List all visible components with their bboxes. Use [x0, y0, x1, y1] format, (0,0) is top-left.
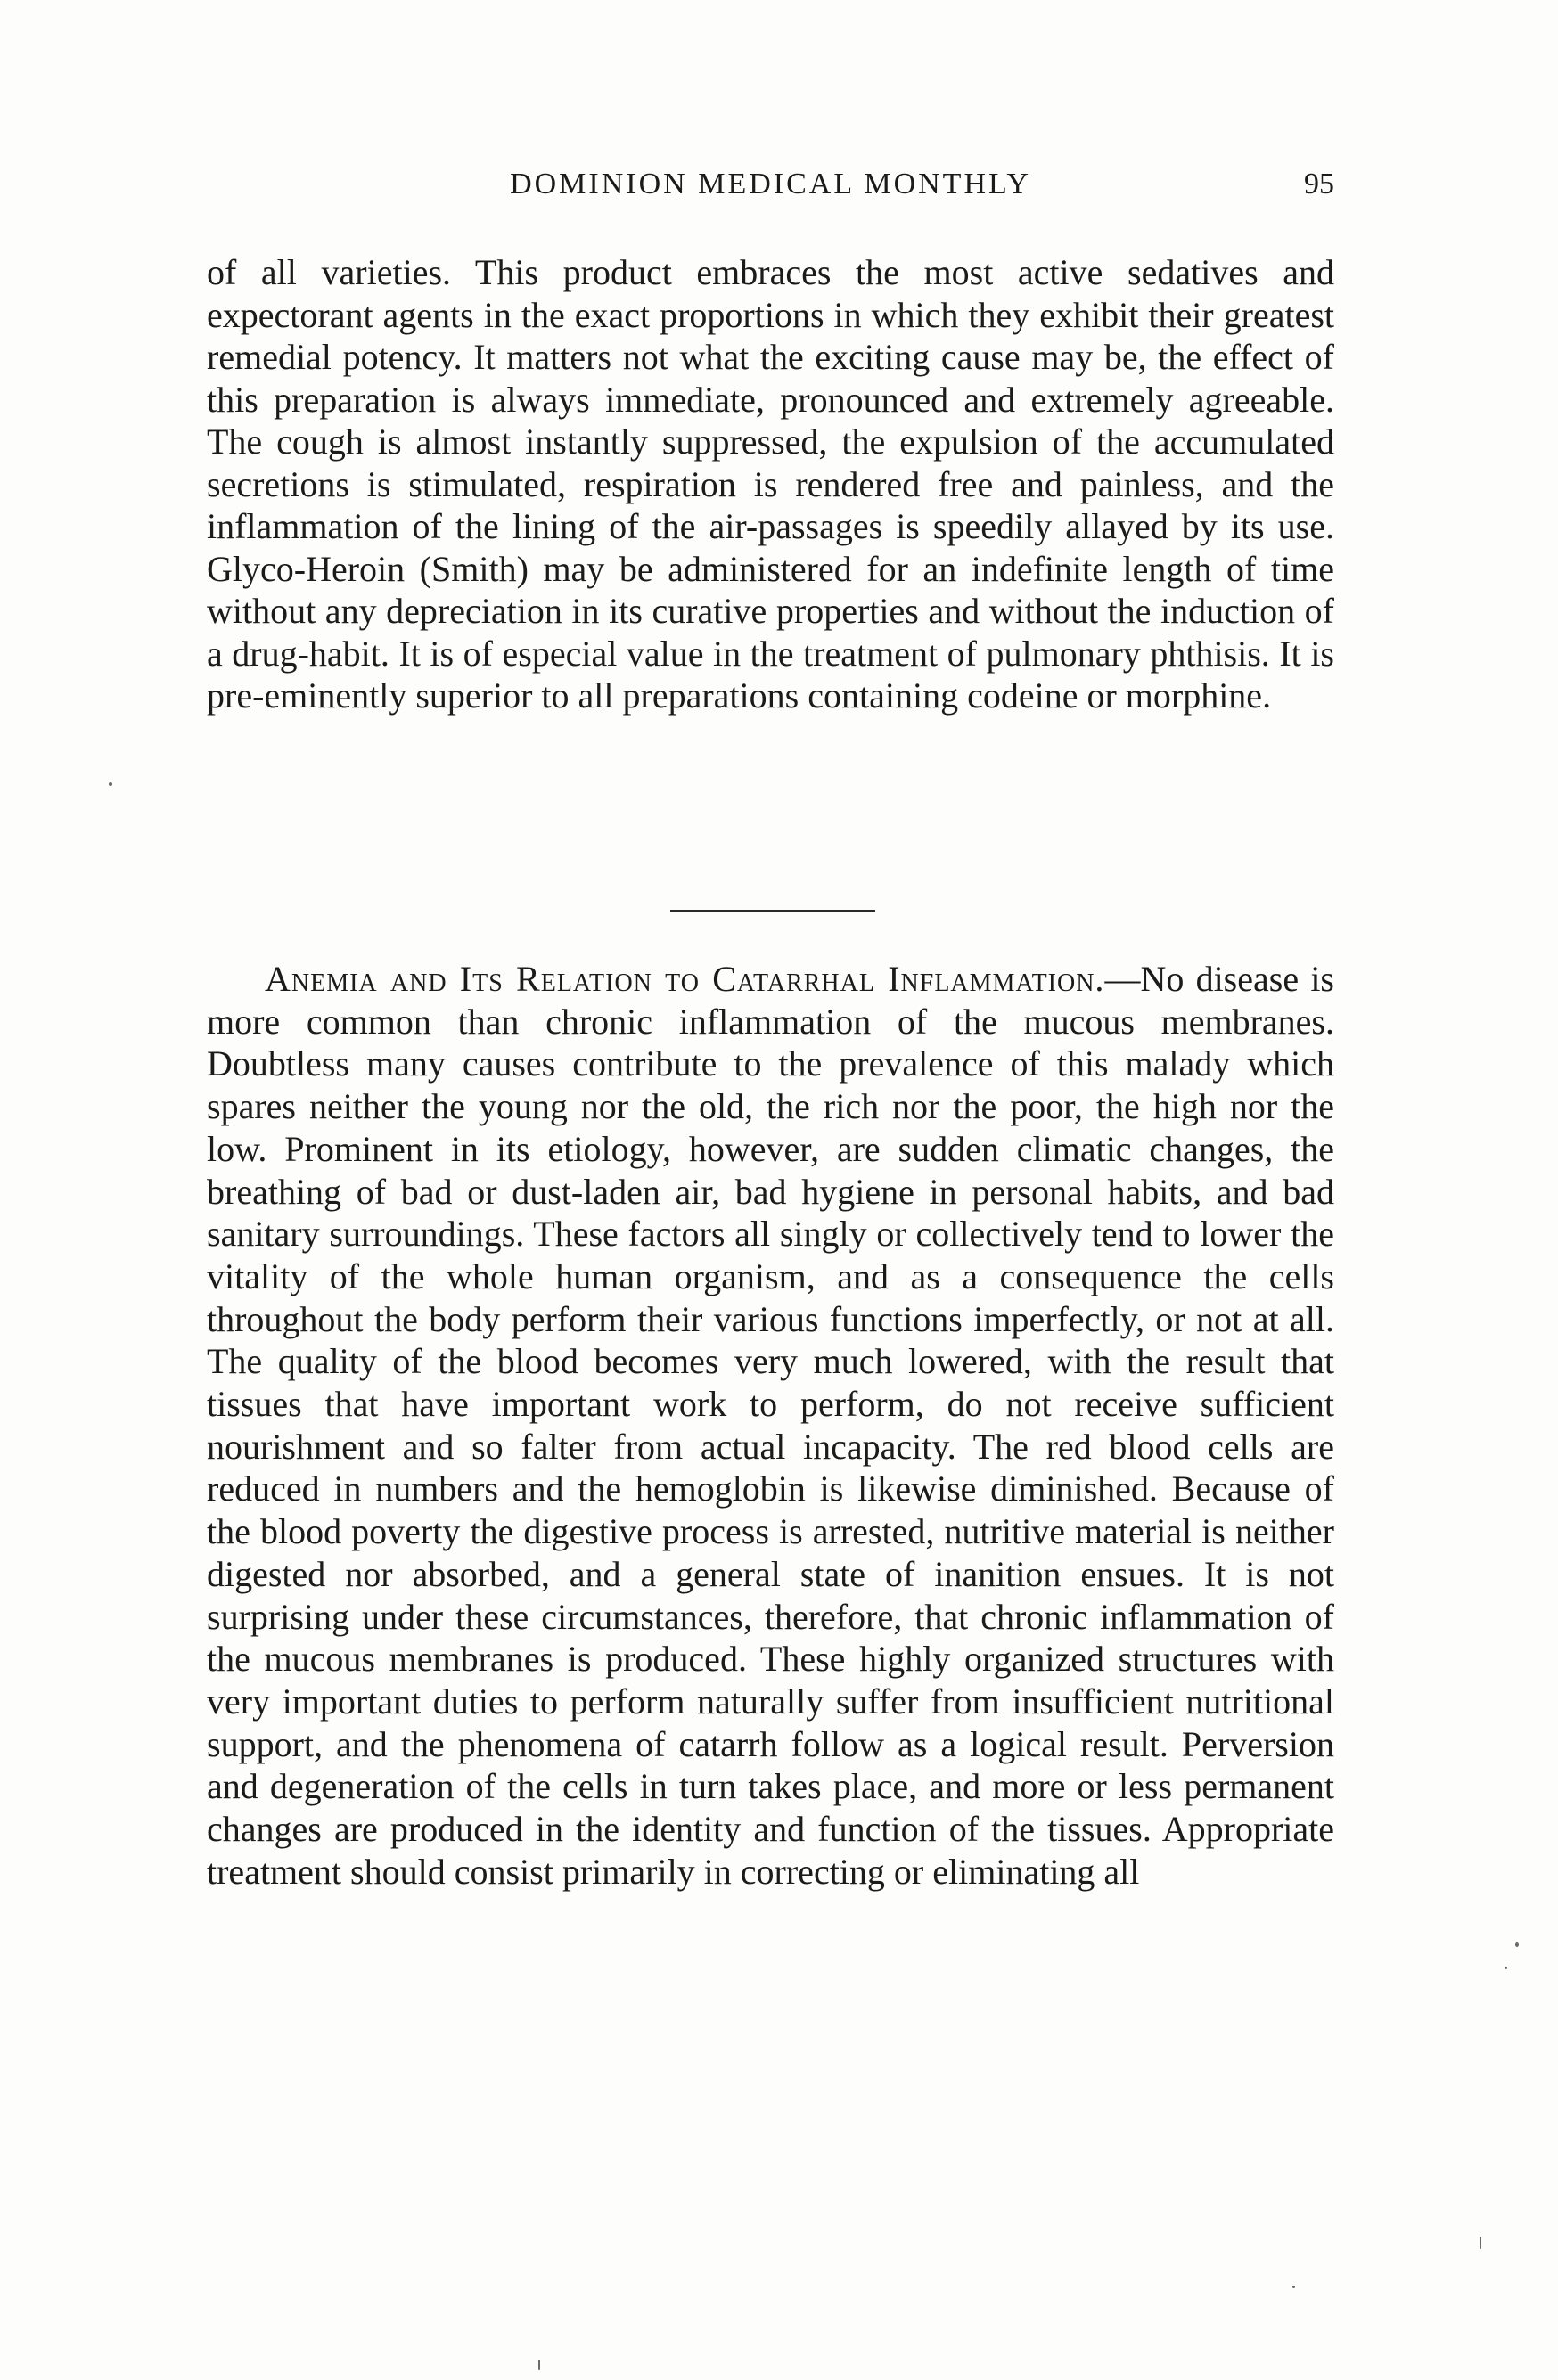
- print-speck: [1480, 2237, 1481, 2249]
- page-number: 95: [1304, 168, 1334, 200]
- paragraph-anemia: [207, 958, 1334, 1893]
- section-separator-rule: [670, 910, 875, 912]
- print-speck: [1515, 1942, 1519, 1947]
- print-speck: [1505, 1967, 1507, 1969]
- paragraph-anemia-body: —No disease is more common than chronic inflammation of the mucous membranes. Doubtless many causes contribute to the prevalence of this malady which spares neither the young nor the old, the rich nor the poor, the high nor the low. Prominent in its etiology, however, are sudden climatic changes, the breathing of bad or dust-laden air, bad hygiene in personal habits, and bad sanitary surroundings. These factors all singly or collectively tend to lower the vitality of the whole human organism, and as a consequence the cells throughout the body perform their various functions imperfectly, or not at all. The quality of the blood becomes very much lowered, with the result that tissues that have important work to perform, do not receive sufficient nourishment and so falter from actual incapacity. The red blood cells are reduced in numbers and the hemoglobin is likewise diminished. Because of the blood poverty the digestive process is arrested, nutritive material is neither digested nor absorbed, and a general state of inanition ensues. It is not surprising under these circumstances, therefore, that chronic inflammation of the mucous membranes is produced. These highly organized structures with very important duties to perform naturally suffer from insufficient nutritional support, and the phenomena of catarrh follow as a logical result. Perversion and degeneration of the cells in turn takes place, and more or less permanent changes are produced in the identity and function of the tissues. Appropriate treatment should consist primarily in correcting or eliminating all: [207, 959, 1334, 1892]
- paragraph-glyco-heroin-continued: of all varieties. This product embraces the most active sedatives and expectorant agents in the exact proportions in which they exhibit their greatest remedial potency. It matters not what the exciting cause may be, the effect of this preparation is always immediate, pronounced and extremely agreeable. The cough is almost instantly suppressed, the expulsion of the accumulated secretions is stimulated, respiration is rendered free and painless, and the inflammation of the lining of the air-passages is speedily allayed by its use. Glyco-Heroin (Smith) may be administered for an indefinite length of time without any depreciation in its curative properties and without the induction of a drug-habit. It is of especial value in the treatment of pulmonary phthisis. It is pre-eminently superior to all preparations containing codeine or morphine.: [207, 252, 1334, 716]
- print-speck: [538, 2360, 540, 2370]
- running-title: DOMINION MEDICAL MONTHLY: [510, 168, 1031, 200]
- print-speck: [1292, 2286, 1295, 2288]
- page-header: [207, 169, 1334, 223]
- section-heading-anemia: Anemia and Its Relation to Catarrhal Inflammation.: [265, 959, 1105, 999]
- print-speck: [109, 782, 112, 786]
